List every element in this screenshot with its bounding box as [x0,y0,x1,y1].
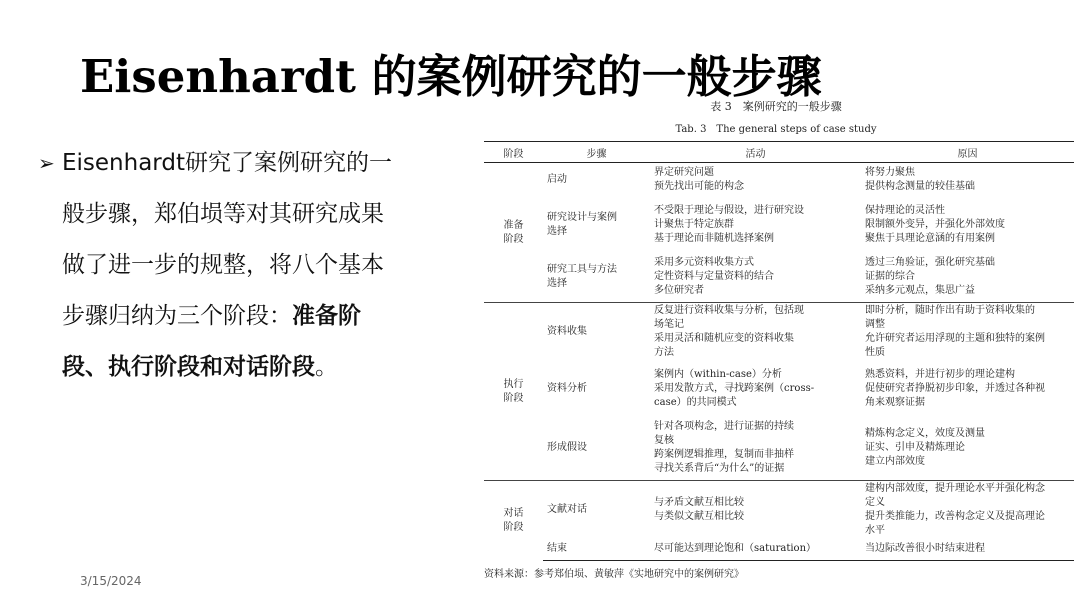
table-row [484,253,1074,303]
bullet-line-2: 般步骤，郑伯埙等对其研究成果 [62,201,384,227]
bullet-line-1: Eisenhardt研究了案例研究的一 [62,150,392,176]
activity-line: 采用发散方式，寻找跨案例（cross- [654,382,815,394]
table-header-row [484,142,1074,163]
steps-table-figure [484,98,1078,580]
steps-table [484,141,1074,561]
reason-line: 当边际改善很小时结束进程 [865,543,986,555]
header-activity: 活动 [650,142,861,163]
arrow-bullet-icon: ➢ [38,151,55,175]
activity-line: 场笔记 [654,318,685,330]
bullet-bold-2: 段、执行阶段和对话阶段 [62,354,315,380]
reason-line: 允许研究者运用浮现的主题和独特的案例 [865,332,1046,344]
reason-cell [861,303,1074,361]
bullet-line-3: 做了进一步的规整，将八个基本 [62,252,384,278]
reason-cell [861,163,1074,197]
activity-line: 采用多元资料收集方式 [654,257,755,269]
reason-line: 透过三角验证，强化研究基础 [865,257,996,269]
reason-line: 调整 [865,318,886,330]
table-row [484,303,1074,361]
activity-cell [650,197,861,253]
activity-line: 反复进行资料收集与分析，包括现 [654,304,805,316]
activity-line: 复核 [654,435,675,447]
header-stage: 阶段 [484,142,543,163]
step-cell: 结束 [543,539,650,561]
activity-line: 与矛盾文献互相比较 [654,496,745,508]
reason-line: 即时分析，随时作出有助于资料收集的 [865,304,1036,316]
table-source-note: 资料来源：参考郑伯埙、黄敏萍《实地研究中的案例研究》 [484,569,744,580]
reason-line: 采纳多元观点，集思广益 [865,285,976,297]
step-cell: 研究工具与方法 选择 [546,264,617,290]
activity-cell [650,253,861,303]
reason-line: 熟悉资料，并进行初步的理论建构 [865,368,1016,380]
reason-line: 提升类推能力，改善构念定义及提高理论 [865,510,1046,522]
reason-line: 提供构念测量的较佳基础 [865,180,976,192]
reason-cell [861,539,1074,561]
reason-line: 聚焦于具理论意涵的有用案例 [865,232,996,244]
header-reason: 原因 [861,142,1074,163]
bullet-line-4-text: 步骤归纳为三个阶段： [62,303,292,329]
activity-cell [650,417,861,481]
stage-cell-exec: 执行 阶段 [484,303,543,481]
reason-line: 证实、引申及精炼理论 [865,442,966,454]
activity-line: 界定研究问题 [654,166,715,178]
activity-cell [650,361,861,417]
bullet-line-4 [62,291,458,342]
reason-line: 证据的综合 [865,271,916,283]
table-row [484,197,1074,253]
activity-line: 不受限于理论与假设，进行研究设 [654,204,805,216]
step-cell: 资料分析 [546,382,587,394]
header-step: 步骤 [543,142,650,163]
table-caption-en: Tab. 3 The general steps of case study [675,124,877,135]
reason-line: 定义 [865,496,886,508]
slide-title: Eisenhardt 的案例研究的一般步骤 [80,50,822,103]
activity-cell [650,539,861,561]
reason-line: 将努力聚焦 [865,166,916,178]
table-row [484,417,1074,481]
activity-line: 定性资料与定量资料的结合 [654,271,775,283]
table-row [484,163,1074,197]
table-row [484,481,1074,539]
table-row [484,539,1074,561]
bullet-end: 。 [315,354,338,380]
activity-line: 基于理论而非随机选择案例 [654,232,775,244]
reason-line: 水平 [865,524,886,536]
bullet-bold-1: 准备阶 [292,303,361,329]
reason-line: 限制额外变异，并强化外部效度 [865,218,1006,230]
reason-cell [861,253,1074,303]
activity-line: 预先找出可能的构念 [654,180,745,192]
activity-line: 针对各项构念，进行证据的持续 [654,421,795,433]
reason-line: 性质 [865,346,886,358]
activity-line: 采用灵活和随机应变的资料收集 [654,332,795,344]
reason-cell [861,481,1074,539]
reason-cell [861,361,1074,417]
activity-line: case）的共同模式 [654,396,737,408]
activity-line: 方法 [654,346,675,358]
activity-line: 多位研究者 [654,285,705,297]
reason-line: 建立内部效度 [865,456,926,468]
activity-line: 计聚焦于特定族群 [654,218,735,230]
reason-line: 建构内部效度，提升理论水平并强化构念 [865,482,1046,494]
bullet-line-5 [62,342,458,393]
activity-cell [650,163,861,197]
reason-cell [861,197,1074,253]
bullet-paragraph [38,138,458,393]
step-cell: 资料收集 [543,303,650,361]
table-row [484,361,1074,417]
reason-line: 促使研究者挣脱初步印象，并透过各种视 [865,382,1046,394]
table-caption-cn: 表 3 案例研究的一般步骤 [710,100,842,113]
step-cell: 文献对话 [543,481,650,539]
activity-cell [650,303,861,361]
stage-cell-dialog: 对话 阶段 [484,481,543,561]
reason-line: 保持理论的灵活性 [865,204,946,216]
activity-line: 案例内（within-case）分析 [654,368,782,380]
activity-line: 跨案例逻辑推理，复制而非抽样 [654,449,795,461]
reason-line: 角来观察证据 [865,396,926,408]
stage-cell-prep: 准备 阶段 [503,219,524,245]
slide-date: 3/15/2024 [80,574,142,588]
step-cell: 启动 [546,173,567,185]
step-cell: 研究设计与案例 选择 [546,211,617,237]
activity-line: 寻找关系背后“为什么”的证据 [654,463,785,475]
activity-line: 与类似文献互相比较 [654,510,745,522]
activity-line: 尽可能达到理论饱和（saturation） [654,543,817,555]
reason-line: 精炼构念定义，效度及测量 [865,428,986,440]
reason-cell [861,417,1074,481]
activity-cell [650,481,861,539]
step-cell: 形成假设 [546,442,587,454]
